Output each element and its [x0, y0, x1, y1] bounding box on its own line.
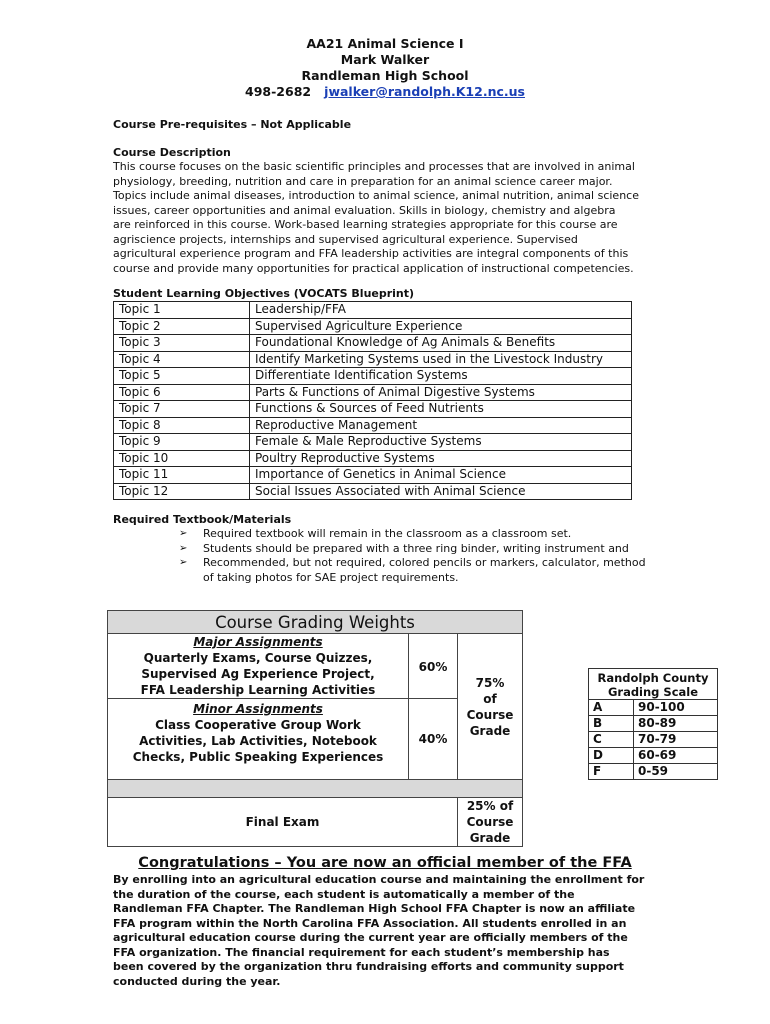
- ffa-line: Randleman FFA Chapter. The Randleman High School FFA Chapter is now an affiliate: [113, 902, 636, 915]
- grading-weights-table: [107, 610, 523, 847]
- topic-title: Social Issues Associated with Animal Science: [250, 483, 632, 500]
- arrow-bullet-icon: ➢: [179, 528, 188, 539]
- ffa-line: agricultural education course during the current year are officially members of the: [113, 931, 628, 944]
- textbook-list: [176, 527, 656, 585]
- table-row: [114, 401, 632, 418]
- description-heading: Course Description: [113, 146, 231, 159]
- topic-title: Differentiate Identification Systems: [250, 368, 632, 385]
- arrow-bullet-icon: ➢: [179, 557, 188, 568]
- table-row: [589, 764, 718, 780]
- topic-number: Topic 12: [114, 483, 250, 500]
- table-row: [114, 318, 632, 335]
- grading-weights-title: Course Grading Weights: [108, 611, 523, 634]
- ffa-line: been covered by the organization thru fundraising efforts and community support: [113, 960, 624, 973]
- objectives-heading: Student Learning Objectives (VOCATS Blueprint): [113, 287, 415, 300]
- topic-title: Reproductive Management: [250, 417, 632, 434]
- table-row: [114, 384, 632, 401]
- ffa-line: FFA organization. The financial requirement for each student’s membership has: [113, 945, 610, 959]
- topic-number: Topic 11: [114, 467, 250, 484]
- grade-letter: C: [589, 732, 634, 748]
- major-percent: 60%: [409, 634, 458, 699]
- phone-number: 498-2682: [245, 84, 312, 99]
- table-row: [114, 351, 632, 368]
- list-item: ➢ Recommended, but not required, colored pencils or markers, calculator, method of taking photos for SAE project requirements.: [179, 556, 646, 584]
- arrow-bullet-icon: ➢: [179, 542, 188, 554]
- table-row: [114, 335, 632, 352]
- grade-range: 90-100: [634, 700, 718, 716]
- prerequisites-line: Course Pre-requisites – Not Applicable: [113, 118, 352, 131]
- grade-range: 0-59: [634, 764, 718, 780]
- table-row: [114, 483, 632, 500]
- list-item: ➢ Students should be prepared with a three ring binder, writing instrument and: [179, 541, 629, 555]
- grade-letter: F: [589, 764, 634, 780]
- minor-percent: 40%: [409, 699, 458, 780]
- topic-number: Topic 10: [114, 450, 250, 467]
- contact-line: [0, 84, 770, 100]
- topic-number: Topic 3: [114, 335, 250, 352]
- topic-number: Topic 4: [114, 351, 250, 368]
- description-line: are reinforced in this course. Work-based learning strategies appropriate for this course are: [113, 218, 618, 231]
- topic-title: Functions & Sources of Feed Nutrients: [250, 401, 632, 418]
- grade-letter: D: [589, 748, 634, 764]
- ffa-line: the duration of the course, each student is automatically a member of the: [113, 887, 575, 901]
- topic-number: Topic 2: [114, 318, 250, 335]
- description-line: physiology, breeding, nutrition and care in preparation for an animal science career major.: [113, 174, 613, 188]
- combined-weight-cell: 75% of Course Grade: [458, 634, 523, 780]
- spacer-row: [108, 780, 523, 798]
- final-exam-weight: 25% of Course Grade: [458, 798, 523, 847]
- description-line: Topics include animal diseases, introduction to animal science, animal nutrition, animal science: [113, 189, 639, 202]
- grade-letter: B: [589, 716, 634, 732]
- description-line: course and provide many opportunities for practical application of instructional competencies.: [113, 261, 634, 275]
- textbook-heading: Required Textbook/Materials: [113, 513, 292, 526]
- description-line: This course focuses on the basic scientific principles and processes that are involved in animal: [113, 160, 635, 173]
- table-row: [114, 434, 632, 451]
- table-row: [114, 368, 632, 385]
- list-item: ➢ Required textbook will remain in the classroom as a classroom set.: [179, 527, 572, 540]
- topic-title: Female & Male Reproductive Systems: [250, 434, 632, 451]
- topic-title: Identify Marketing Systems used in the Livestock Industry: [250, 351, 632, 368]
- description-line: agricultural experience program and FFA leadership activities are integral components of this: [113, 247, 629, 260]
- course-title: AA21 Animal Science I: [306, 36, 464, 51]
- topic-number: Topic 5: [114, 368, 250, 385]
- minor-assignments-cell: Minor Assignments Class Cooperative Group Work Activities, Lab Activities, Notebook Checks, Public Speaking Experiences: [108, 699, 409, 780]
- table-row: [589, 748, 718, 764]
- grade-range: 60-69: [634, 748, 718, 764]
- topic-number: Topic 1: [114, 302, 250, 319]
- table-row: [114, 450, 632, 467]
- grade-letter: A: [589, 700, 634, 716]
- description-line: agriscience projects, internships and supervised agricultural experience. Supervised: [113, 232, 578, 246]
- ffa-line: FFA program within the North Carolina FFA Association. All students enrolled in an: [113, 916, 627, 930]
- grading-scale-heading: Randolph County Grading Scale: [589, 669, 718, 700]
- document-header: [0, 36, 770, 100]
- topic-title: Parts & Functions of Animal Digestive Systems: [250, 384, 632, 401]
- topic-title: Foundational Knowledge of Ag Animals & Benefits: [250, 335, 632, 352]
- table-row: [114, 302, 632, 319]
- objectives-table: [113, 301, 632, 500]
- topic-title: Poultry Reproductive Systems: [250, 450, 632, 467]
- description-body: [113, 160, 661, 276]
- grade-range: 70-79: [634, 732, 718, 748]
- email-link[interactable]: jwalker@randolph.K12.nc.us: [324, 84, 525, 99]
- minor-assignments-heading: Minor Assignments: [193, 702, 323, 716]
- table-row: [589, 700, 718, 716]
- topic-number: Topic 7: [114, 401, 250, 418]
- final-exam-label: Final Exam: [108, 798, 458, 847]
- table-row: [114, 417, 632, 434]
- ffa-line: By enrolling into an agricultural education course and maintaining the enrollment for: [113, 873, 645, 886]
- ffa-body: [113, 873, 661, 989]
- major-assignments-cell: Major Assignments Quarterly Exams, Course Quizzes, Supervised Ag Experience Project, FFA Leadership Learning Activities: [108, 634, 409, 699]
- description-line: issues, career opportunities and animal evaluation. Skills in biology, chemistry and algebra: [113, 203, 616, 217]
- ffa-heading: Congratulations – You are now an official member of the FFA: [138, 855, 632, 871]
- topic-title: Supervised Agriculture Experience: [250, 318, 632, 335]
- topic-number: Topic 8: [114, 417, 250, 434]
- school-name: Randleman High School: [301, 68, 469, 83]
- major-assignments-heading: Major Assignments: [193, 635, 323, 649]
- teacher-name: Mark Walker: [340, 52, 430, 67]
- topic-title: Importance of Genetics in Animal Science: [250, 467, 632, 484]
- ffa-line: conducted during the year.: [113, 974, 281, 988]
- topic-title: Leadership/FFA: [250, 302, 632, 319]
- grading-scale-table: [588, 668, 718, 780]
- topic-number: Topic 9: [114, 434, 250, 451]
- table-row: [589, 716, 718, 732]
- grade-range: 80-89: [634, 716, 718, 732]
- table-row: [589, 732, 718, 748]
- table-row: [114, 467, 632, 484]
- topic-number: Topic 6: [114, 384, 250, 401]
